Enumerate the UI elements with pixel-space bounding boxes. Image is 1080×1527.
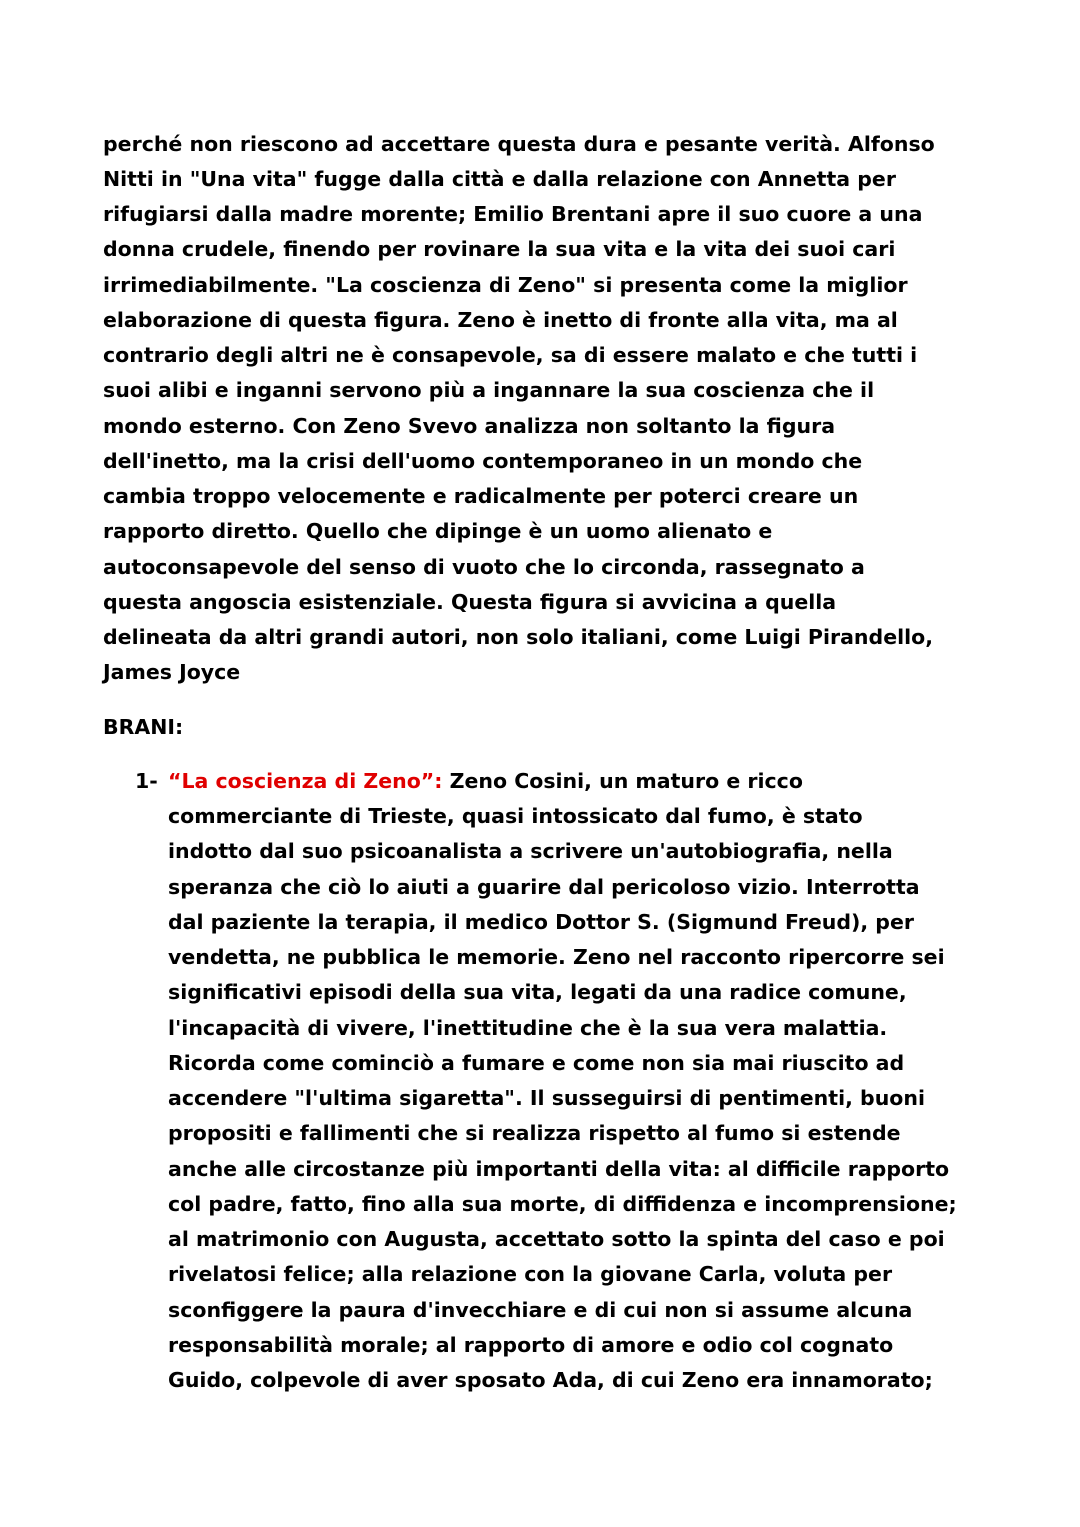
intro-line: delineata da altri grandi autori, non solo italiani, come Luigi Pirandello, bbox=[103, 625, 934, 649]
list-item-line: dal paziente la terapia, il medico Dottor S. (Sigmund Freud), per bbox=[168, 910, 914, 934]
intro-line: Nitti in "Una vita" fugge dalla città e dalla relazione con Annetta per bbox=[103, 167, 896, 191]
list-item-number: 1- bbox=[135, 769, 158, 793]
list-item-text: Zeno Cosini, un maturo e ricco bbox=[442, 769, 803, 793]
list-item-line: commerciante di Trieste, quasi intossicato dal fumo, è stato bbox=[168, 804, 863, 828]
intro-line: irrimediabilmente. "La coscienza di Zeno" si presenta come la miglior bbox=[103, 273, 908, 297]
list-item-line: significativi episodi della sua vita, legati da una radice comune, bbox=[168, 980, 907, 1004]
list-item-line: anche alle circostanze più importanti della vita: al difficile rapporto bbox=[168, 1157, 950, 1181]
work-title: “La coscienza di Zeno”: bbox=[168, 769, 443, 793]
section-heading: BRANI: bbox=[103, 715, 184, 739]
intro-line: dell'inetto, ma la crisi dell'uomo contemporaneo in un mondo che bbox=[103, 449, 863, 473]
list-item-line: l'incapacità di vivere, l'inettitudine che è la sua vera malattia. bbox=[168, 1016, 888, 1040]
list-item-line: accendere "l'ultima sigaretta". Il susseguirsi di pentimenti, buoni bbox=[168, 1086, 925, 1110]
list-item-line: Ricorda come cominciò a fumare e come non sia mai riuscito ad bbox=[168, 1051, 905, 1075]
intro-line: rifugiarsi dalla madre morente; Emilio Brentani apre il suo cuore a una bbox=[103, 202, 923, 226]
intro-line: contrario degli altri ne è consapevole, sa di essere malato e che tutti i bbox=[103, 343, 918, 367]
intro-line: questa angoscia esistenziale. Questa figura si avvicina a quella bbox=[103, 590, 837, 614]
intro-line: rapporto diretto. Quello che dipinge è un uomo alienato e bbox=[103, 519, 773, 543]
list-item-line: Guido, colpevole di aver sposato Ada, di cui Zeno era innamorato; bbox=[168, 1368, 933, 1392]
list-item-line: responsabilità morale; al rapporto di amore e odio col cognato bbox=[168, 1333, 894, 1357]
intro-line: James Joyce bbox=[103, 660, 241, 684]
list-item-line: vendetta, ne pubblica le memorie. Zeno nel racconto ripercorre sei bbox=[168, 945, 945, 969]
intro-line: mondo esterno. Con Zeno Svevo analizza non soltanto la figura bbox=[103, 414, 836, 438]
intro-line: perché non riescono ad accettare questa dura e pesante verità. Alfonso bbox=[103, 132, 935, 156]
list-item-first-line bbox=[168, 764, 803, 799]
list-item-line: sconfiggere la paura d'invecchiare e di cui non si assume alcuna bbox=[168, 1298, 913, 1322]
intro-line: autoconsapevole del senso di vuoto che lo circonda, rassegnato a bbox=[103, 555, 865, 579]
list-item-line: rivelatosi felice; alla relazione con la giovane Carla, voluta per bbox=[168, 1262, 893, 1286]
intro-line: suoi alibi e inganni servono più a ingannare la sua coscienza che il bbox=[103, 378, 875, 402]
list-item-line: al matrimonio con Augusta, accettato sotto la spinta del caso e poi bbox=[168, 1227, 945, 1251]
list-item-line: col padre, fatto, fino alla sua morte, di diffidenza e incomprensione; bbox=[168, 1192, 957, 1216]
intro-line: cambia troppo velocemente e radicalmente per poterci creare un bbox=[103, 484, 859, 508]
intro-line: elaborazione di questa figura. Zeno è inetto di fronte alla vita, ma al bbox=[103, 308, 898, 332]
intro-line: donna crudele, finendo per rovinare la sua vita e la vita dei suoi cari bbox=[103, 237, 896, 261]
list-item-line: indotto dal suo psicoanalista a scrivere un'autobiografia, nella bbox=[168, 839, 893, 863]
list-item-line: speranza che ciò lo aiuti a guarire dal pericoloso vizio. Interrotta bbox=[168, 875, 920, 899]
list-item-line: propositi e fallimenti che si realizza rispetto al fumo si estende bbox=[168, 1121, 901, 1145]
